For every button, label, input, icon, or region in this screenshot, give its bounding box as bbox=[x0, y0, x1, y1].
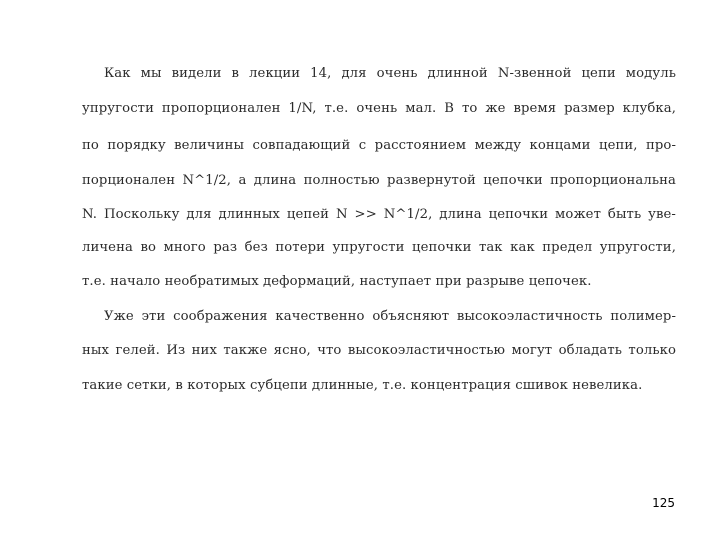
page-number: 125 bbox=[652, 496, 675, 510]
text-line: порционален N^1/2, а длина полностью развернутой цепочки пропорциональна bbox=[82, 173, 676, 188]
text-line: N. Поскольку для длинных цепей N >> N^1/2, длина цепочки может быть уве- bbox=[82, 207, 676, 222]
text-line: такие сетки, в которых субцепи длинные, т.е. концентрация сшивок невелика. bbox=[82, 378, 643, 393]
text-line: Уже эти соображения качественно объясняют высокоэластичность полимер- bbox=[104, 309, 676, 324]
text-line: ных гелей. Из них также ясно, что высокоэластичностью могут обладать только bbox=[82, 343, 676, 358]
text-line: по порядку величины совпадающий с расстоянием между концами цепи, про- bbox=[82, 138, 676, 153]
text-line: личена во много раз без потери упругости цепочки так как предел упругости, bbox=[82, 240, 676, 255]
text-line: упругости пропорционален 1/N, т.е. очень мал. В то же время размер клубка, bbox=[82, 101, 676, 116]
text-line: Как мы видели в лекции 14, для очень длинной N-звенной цепи модуль bbox=[104, 66, 676, 81]
text-line: т.е. начало необратимых деформаций, наступает при разрыве цепочек. bbox=[82, 274, 592, 289]
